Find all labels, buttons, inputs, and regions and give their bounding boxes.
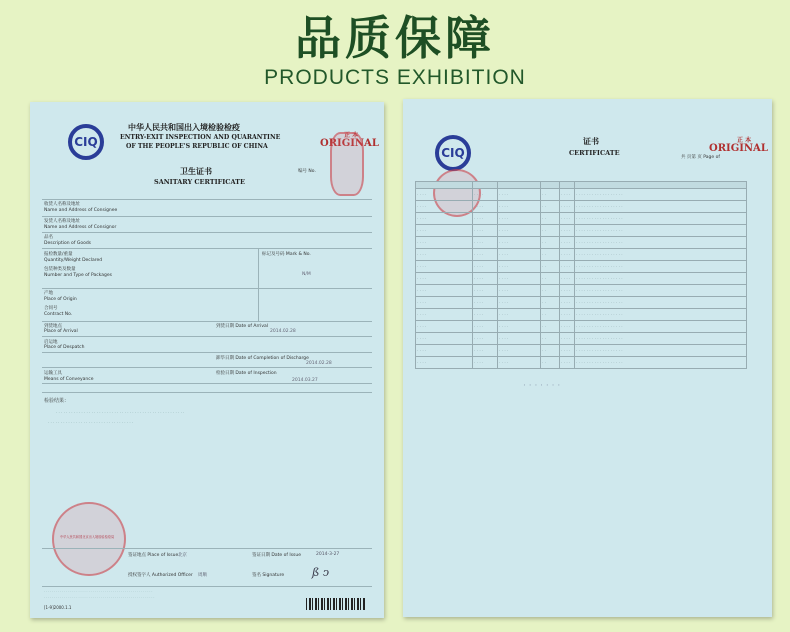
table-cell: · · · · bbox=[416, 357, 473, 369]
field-contract-en: Contract No. bbox=[44, 312, 73, 317]
table-cell: · · · · bbox=[473, 333, 498, 345]
field-consignee-cn: 收货人名称及地址 bbox=[44, 202, 80, 207]
table-cell: · · · · bbox=[560, 285, 575, 297]
result-label: 检验结果： bbox=[44, 398, 70, 404]
table-cell: · · · · bbox=[473, 321, 498, 333]
table-cell: · · · · bbox=[416, 213, 473, 225]
doc1-stamp-text: 中华人民共和国北京出入境检验检疫局 bbox=[60, 535, 115, 539]
table-cell: · · · · bbox=[560, 321, 575, 333]
table-cell: · · · · bbox=[498, 237, 541, 249]
table-cell: · · · · bbox=[498, 285, 541, 297]
signature-label: 签名 Signature bbox=[252, 573, 285, 578]
field-origin-cn: 产地 bbox=[44, 291, 53, 296]
table-cell: · · · · bbox=[498, 249, 541, 261]
table-cell: · · bbox=[541, 237, 560, 249]
date-of-issue: 2014-3-27 bbox=[316, 552, 340, 557]
table-cell: · · · · bbox=[498, 297, 541, 309]
table-cell: · · · · bbox=[473, 345, 498, 357]
field-conveyance-cn: 运输工具 bbox=[44, 371, 62, 376]
table-cell: · · · · bbox=[560, 309, 575, 321]
field-packages-cn: 包装种类及数量 bbox=[44, 267, 76, 272]
table-cell: · · · · · · · · · · · · · · · · · · bbox=[575, 321, 747, 333]
table-row bbox=[416, 333, 747, 345]
table-cell: · · · · bbox=[416, 261, 473, 273]
field-origin-en: Place of Origin bbox=[44, 297, 77, 302]
table-cell: · · · · · · · · · · · · · · · · · · bbox=[575, 309, 747, 321]
table-cell: · · · · bbox=[560, 225, 575, 237]
table-cell: · · · · bbox=[416, 273, 473, 285]
field-consignee-en: Name and Address of Consignee bbox=[44, 208, 118, 213]
table-row bbox=[416, 309, 747, 321]
table-cell: · · · · · · · · · · · · · · · · · · bbox=[575, 249, 747, 261]
table-cell: · · · · · · · · · · · · · · · · · · bbox=[575, 189, 747, 201]
table-row bbox=[416, 297, 747, 309]
doc1-red-stamp-top bbox=[330, 132, 364, 196]
table-cell: · · · · · · · · · · · · · · · · · · bbox=[575, 297, 747, 309]
table-cell: · · · · · · · · · · · · · · · · · · bbox=[575, 237, 747, 249]
field-arrival-en: Place of Arrival bbox=[44, 329, 78, 334]
doc1-form-code: [1-9]2000.1.1 bbox=[44, 605, 72, 610]
table-row bbox=[416, 357, 747, 369]
sanitary-certificate-document: CIQ 中华人民共和国出入境检验检疫 ENTRY-EXIT INSPECTION AND QUARANTINE OF THE PEOPLE'S REPUBLIC OF CHINA 正 本 ORIGINAL 编号 No. 卫生证书 SANITARY CERTIFICATE 收货人名称及地址 Name and Address of Consignee 发货人名称及地址 Name and Address of Consignor 品名 Description of Goods 报检数量/重量 Quantity/Weight Declared 包装种类及数量 Number and Type of Packages 产地 Place of Origin 合同号 Contract No. 到货地点 Place of Arrival 启运地 Place of Despatch 运输工具 Means of Conveyance 标记及号码 Mark & No. N/M 到货日期 Date of Arrival 2014.02.28 卸毕日期 Date of Completion of Discharge 2014.02.28 检验日期 Date of Inspection 2014.03.27 检验结果： · · · · · · · · · · · · · · · · · · · · · · · · · · · · · · · · · · · · · · · · · · · · · · · · · · · · · · · · · · · · · · · · · · · · · · · · · · · · · · · · · · · · · 中华人民共和国北京出入境检验检疫局 签证地点 Place of Issue 北京 签证日期 Date of Issue 2014-3-27 授权签字人 Authorized Officer 周顺 签名 Signature ß ↄ · · · · · · · · · · · · · · · · · · · · · · · · · · · · · · · · · · · · · · · · · · · · · · · · · · · · · · · · · · · · · · · · · · · · · · · · · · · · · · · · · · · · · · · · · · · · · · · · · · · · · · · · · · · · · [1-9]2000.1.1 bbox=[30, 102, 384, 618]
field-quantity-en: Quantity/Weight Declared bbox=[44, 258, 103, 263]
table-cell: · · · · bbox=[498, 189, 541, 201]
table-cell: · · bbox=[541, 309, 560, 321]
table-cell: · · · · bbox=[416, 201, 473, 213]
table-cell: · · · · bbox=[473, 189, 498, 201]
table-cell: · · · · · · · · · · · · · · · · · · bbox=[575, 273, 747, 285]
arrival-date: 2014.02.28 bbox=[270, 329, 296, 334]
table-cell: · · · · bbox=[498, 273, 541, 285]
table-cell: · · · · · · · · · · · · · · · · · · bbox=[575, 261, 747, 273]
table-row bbox=[416, 213, 747, 225]
table-cell: · · bbox=[541, 321, 560, 333]
table-cell: · · · · · · · · · · · · · · · · · · bbox=[575, 357, 747, 369]
table-cell: · · · · bbox=[560, 189, 575, 201]
field-despatch-cn: 启运地 bbox=[44, 340, 58, 345]
table-cell: · · · · bbox=[416, 297, 473, 309]
table-cell: · · · · · · · · · · · · · · · · · · bbox=[575, 201, 747, 213]
table-cell: · · · · bbox=[473, 201, 498, 213]
page-title: 品质保障 bbox=[295, 11, 495, 65]
table-cell: · · · · bbox=[498, 261, 541, 273]
doc2-original-en: ORIGINAL bbox=[709, 143, 768, 154]
place-of-issue: 北京 bbox=[178, 553, 187, 558]
table-cell: · · bbox=[541, 285, 560, 297]
doc1-serial-label: 编号 No. bbox=[298, 169, 316, 174]
authorized-officer: 周顺 bbox=[198, 573, 207, 578]
field-arrival-cn: 到货地点 bbox=[44, 324, 62, 329]
table-row bbox=[416, 345, 747, 357]
table-cell: · · · · bbox=[560, 333, 575, 345]
table-cell: · · · · bbox=[473, 357, 498, 369]
table-cell: · · · · bbox=[473, 285, 498, 297]
table-cell: · · · · bbox=[498, 201, 541, 213]
mark-value: N/M bbox=[302, 272, 311, 277]
table-cell: · · · · bbox=[416, 237, 473, 249]
table-cell: · · bbox=[541, 189, 560, 201]
certificate-continuation-document: CIQ 证书 CERTIFICATE 正 本 ORIGINAL 共 页第 页 Page of · · · · · · · · · · · · · · · · · · · · · · · · · · · · · · · · · · · · · · · · · · · · · · · · · · · · · · · · · · · · · · · · · · · · · · · · · · · · · · · · · · · · · · · · · · · · · · · · · · · · · · · · · · · · · · · · · · · · · · · · · · · · · · · · · · · · · · · · · · · · · · · · · · · · · · · · · · · · · · · · · · · · · · · · · · · · · · · · · · · · · · · · · · · · · · · · · · · · · · · · · · · · · · · · · · · · · · · · · · · · · · · · · · · · · · · · · · · · · · · · · · · · · · · · · · · · · · · · · · · · · · · · · · · · · · · · · · · · · · · · · · · · · · · · · · · · · · · · · · · · · · · · · · · · · · · · · · · · · · · · · · · · · · · · · · · · · · · · · · · · · · · · · · · · · · · · · · · · · · · · · · · · · · · · · · · · · · · · · · · · · · · · · · · · · · · · · · · · · · · · · · · · · · · · · · · · · · · · · · · · · · · · · · · · · · · · · · · · · · · · · · · · · · · · · · · · · · · · · · · · · · · · · · · · · · · · · · · · · · · · · · · · · · · · · · · · · · · · · · · · · · · · · · · · · · · · · · · · · · · · · · · · · · · · · · · · · · · · · · · · · · · · · · · bbox=[403, 99, 772, 617]
table-cell: · · · · bbox=[416, 225, 473, 237]
table-cell: · · · · bbox=[473, 225, 498, 237]
table-cell: · · · · bbox=[416, 309, 473, 321]
place-of-issue-label: 签证地点 Place of Issue bbox=[128, 553, 179, 558]
table-cell: · · bbox=[541, 201, 560, 213]
certificate-table bbox=[415, 181, 747, 369]
page-subtitle: PRODUCTS EXHIBITION bbox=[264, 66, 526, 89]
table-cell: · · · · bbox=[498, 357, 541, 369]
table-cell: · · · · · · · · · · · · · · · · · · bbox=[575, 213, 747, 225]
table-cell: · · · · bbox=[416, 321, 473, 333]
field-goods-cn: 品名 bbox=[44, 235, 53, 240]
table-cell: · · bbox=[541, 213, 560, 225]
table-cell: · · · · bbox=[473, 297, 498, 309]
table-cell: · · · · · · · · · · · · · · · · · · bbox=[575, 345, 747, 357]
discharge-label: 卸毕日期 Date of Completion of Discharge bbox=[216, 356, 309, 361]
table-cell: · · · · bbox=[473, 249, 498, 261]
ciq-logo-icon: CIQ bbox=[68, 124, 104, 160]
table-cell: · · · · bbox=[560, 357, 575, 369]
table-cell: · · · · bbox=[560, 213, 575, 225]
table-row bbox=[416, 237, 747, 249]
table-cell: · · · · bbox=[473, 213, 498, 225]
table-cell: · · · · bbox=[473, 261, 498, 273]
arrival-date-label: 到货日期 Date of Arrival bbox=[216, 324, 269, 329]
table-cell: · · · · bbox=[473, 237, 498, 249]
date-of-issue-label: 签证日期 Date of Issue bbox=[252, 553, 302, 558]
table-cell: · · bbox=[541, 357, 560, 369]
table-cell: · · · · · · · · · · · · · · · · · · bbox=[575, 225, 747, 237]
field-goods-en: Description of Goods bbox=[44, 241, 92, 246]
doc1-original-en: ORIGINAL bbox=[320, 138, 379, 149]
table-cell: · · · · bbox=[560, 345, 575, 357]
table-cell: · · · · · · · · · · · · · · · · · · bbox=[575, 333, 747, 345]
table-cell: · · · · bbox=[473, 273, 498, 285]
field-despatch-en: Place of Despatch bbox=[44, 345, 85, 350]
table-cell: · · · · bbox=[416, 333, 473, 345]
field-quantity-cn: 报检数量/重量 bbox=[44, 252, 73, 257]
table-row bbox=[416, 201, 747, 213]
doc1-official-round-stamp bbox=[52, 502, 126, 576]
table-cell: · · bbox=[541, 345, 560, 357]
table-cell: · · · · bbox=[560, 297, 575, 309]
table-cell: · · · · bbox=[560, 201, 575, 213]
doc2-page-label: 共 页第 页 Page of bbox=[681, 155, 720, 160]
doc1-title-cn: 中华人民共和国出入境检验检疫 bbox=[128, 122, 240, 132]
table-cell: · · · · bbox=[560, 261, 575, 273]
table-cell: · · bbox=[541, 333, 560, 345]
table-cell: · · · · bbox=[473, 309, 498, 321]
table-cell: · · bbox=[541, 273, 560, 285]
doc1-cert-en: SANITARY CERTIFICATE bbox=[154, 178, 245, 186]
table-cell: · · · · bbox=[498, 321, 541, 333]
table-cell: · · · · bbox=[416, 345, 473, 357]
doc1-cert-cn: 卫生证书 bbox=[180, 166, 212, 176]
table-cell: · · bbox=[541, 249, 560, 261]
table-cell: · · bbox=[541, 261, 560, 273]
table-cell: · · bbox=[541, 225, 560, 237]
table-row bbox=[416, 273, 747, 285]
table-cell: · · · · bbox=[416, 285, 473, 297]
table-cell: · · · · bbox=[498, 213, 541, 225]
inspection-label: 检验日期 Date of Inspection bbox=[216, 371, 277, 376]
table-cell: · · · · bbox=[560, 237, 575, 249]
table-cell: · · bbox=[541, 297, 560, 309]
authorized-officer-label: 授权签字人 Authorized Officer bbox=[128, 573, 193, 578]
doc2-title-en: CERTIFICATE bbox=[569, 149, 620, 157]
table-row bbox=[416, 225, 747, 237]
field-consignor-cn: 发货人名称及地址 bbox=[44, 219, 80, 224]
doc1-title-en1: ENTRY-EXIT INSPECTION AND QUARANTINE bbox=[120, 134, 281, 141]
doc1-title-en2: OF THE PEOPLE'S REPUBLIC OF CHINA bbox=[126, 143, 268, 150]
field-consignor-en: Name and Address of Consignor bbox=[44, 225, 117, 230]
table-cell: · · · · bbox=[416, 249, 473, 261]
ciq-logo-icon: CIQ bbox=[435, 135, 471, 171]
table-cell: · · · · · · · · · · · · · · · · · · bbox=[575, 285, 747, 297]
table-row bbox=[416, 321, 747, 333]
table-cell: · · · · bbox=[498, 225, 541, 237]
table-cell: · · · · bbox=[498, 345, 541, 357]
mark-label: 标记及号码 Mark & No. bbox=[262, 252, 311, 257]
discharge-date: 2014.02.28 bbox=[306, 361, 332, 366]
doc2-original-cn: 正 本 bbox=[737, 137, 752, 144]
field-packages-en: Number and Type of Packages bbox=[44, 273, 112, 278]
table-cell: · · · · bbox=[498, 309, 541, 321]
inspection-date: 2014.03.27 bbox=[292, 378, 318, 383]
table-row bbox=[416, 249, 747, 261]
table-row bbox=[416, 189, 747, 201]
doc1-barcode-icon bbox=[306, 598, 366, 610]
doc1-original-cn: 正 本 bbox=[344, 132, 359, 139]
table-row bbox=[416, 285, 747, 297]
doc2-title-cn: 证书 bbox=[583, 136, 599, 146]
table-row bbox=[416, 261, 747, 273]
field-conveyance-en: Means of Conveyance bbox=[44, 377, 94, 382]
table-cell: · · · · bbox=[416, 189, 473, 201]
table-cell: · · · · bbox=[560, 273, 575, 285]
field-contract-cn: 合同号 bbox=[44, 306, 58, 311]
table-cell: · · · · bbox=[560, 249, 575, 261]
table-cell: · · · · bbox=[498, 333, 541, 345]
signature-mark: ß ↄ bbox=[312, 566, 330, 579]
